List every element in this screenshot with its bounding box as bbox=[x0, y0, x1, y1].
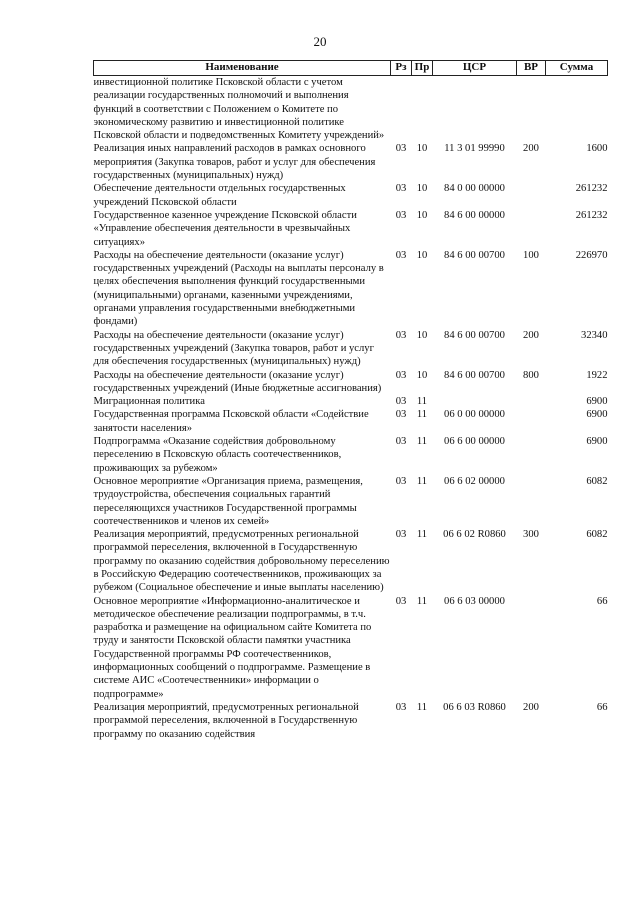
header-vr: ВР bbox=[517, 61, 546, 76]
cell-name: Основное мероприятие «Информационно-аналитическое и методическое обеспечение реализации подпрограммы, в т.ч. разработка и размещение на официальном сайте Комитета по труду и занятости Псковской области памятки участника Государственной программы РФ соотечественников, информационных сообщений о подпрограмме. Размещение в системе АИС «Соотечественники» информации о подпрограмме» bbox=[93, 595, 372, 700]
header-rz: Рз bbox=[391, 61, 412, 76]
cell-vr bbox=[517, 182, 546, 209]
cell-pr: 11 bbox=[416, 701, 428, 713]
cell-csr bbox=[433, 76, 517, 143]
cell-sum: 1600 bbox=[586, 143, 608, 155]
table-row bbox=[94, 475, 608, 528]
cell-csr: 06 6 02 00000 bbox=[444, 475, 505, 487]
table-row bbox=[94, 435, 608, 475]
cell-rz: 03 bbox=[395, 529, 407, 541]
cell-csr: 84 6 00 00700 bbox=[444, 369, 505, 381]
cell-rz: 03 bbox=[395, 595, 407, 607]
cell-name: Обеспечение деятельности отдельных государственных учреждений Псковской области bbox=[93, 183, 346, 208]
cell-vr: 200 bbox=[523, 701, 539, 713]
cell-rz: 03 bbox=[395, 701, 407, 713]
table-row bbox=[94, 329, 608, 369]
cell-sum: 66 bbox=[596, 701, 608, 713]
table-row bbox=[94, 249, 608, 329]
cell-name: Расходы на обеспечение деятельности (оказание услуг) государственных учреждений (Расходы на выплаты персоналу в целях обеспечения выполнения функций государственными (муниципальными) органами, казенными учреждениями, органами управления государственными внебюджетными фондами) bbox=[93, 249, 384, 328]
header-sum: Сумма bbox=[546, 61, 608, 76]
cell-name: Реализация иных направлений расходов в рамках основного мероприятия (Закупка товаров, работ и услуг для обеспечения государственных (муниципальных) нужд) bbox=[93, 143, 376, 182]
cell-pr: 10 bbox=[416, 143, 428, 155]
cell-csr: 06 6 03 R0860 bbox=[443, 701, 506, 713]
cell-rz: 03 bbox=[395, 209, 407, 221]
cell-rz: 03 bbox=[395, 369, 407, 381]
header-csr: ЦСР bbox=[433, 61, 517, 76]
cell-name: Расходы на обеспечение деятельности (оказание услуг) государственных учреждений (Иные бюджетные ассигнования) bbox=[93, 369, 382, 394]
cell-name: Миграционная политика bbox=[93, 396, 205, 408]
table-row bbox=[94, 182, 608, 209]
cell-rz: 03 bbox=[395, 249, 407, 261]
cell-rz: 03 bbox=[395, 183, 407, 195]
table-row bbox=[94, 76, 608, 143]
cell-pr: 10 bbox=[416, 209, 428, 221]
cell-sum: 6900 bbox=[586, 396, 608, 408]
cell-vr bbox=[517, 395, 546, 408]
cell-sum: 66 bbox=[596, 595, 608, 607]
cell-name: Расходы на обеспечение деятельности (оказание услуг) государственных учреждений (Закупка товаров, работ и услуг для обеспечения государственных (муниципальных) нужд) bbox=[93, 329, 374, 368]
cell-vr: 200 bbox=[523, 143, 539, 155]
cell-name: Реализация мероприятий, предусмотренных региональной программой переселения, включенной в Государственную программу по оказанию содействия bbox=[93, 701, 359, 740]
cell-name: инвестиционной политике Псковской области с учетом реализации государственных полномочий и выполнения функций в соответствии с Положением о Комитете по экономическому развитию и инвестиционной политике Псковской области и подведомственных Комитету учреждений» bbox=[93, 77, 385, 142]
table-row bbox=[94, 595, 608, 701]
table-row bbox=[94, 369, 608, 396]
cell-sum: 32340 bbox=[581, 329, 608, 341]
cell-rz: 03 bbox=[395, 143, 407, 155]
cell-pr: 10 bbox=[416, 249, 428, 261]
cell-vr: 200 bbox=[523, 329, 539, 341]
cell-csr: 84 6 00 00700 bbox=[444, 329, 505, 341]
cell-vr bbox=[517, 595, 546, 701]
cell-csr: 11 3 01 99990 bbox=[444, 143, 505, 155]
cell-csr: 84 0 00 00000 bbox=[444, 183, 505, 195]
header-pr: Пр bbox=[412, 61, 433, 76]
cell-csr: 06 6 02 R0860 bbox=[443, 529, 506, 541]
cell-csr: 06 0 00 00000 bbox=[444, 409, 505, 421]
header-name: Наименование bbox=[94, 61, 391, 76]
cell-pr: 11 bbox=[416, 436, 428, 448]
cell-vr: 300 bbox=[523, 529, 539, 541]
cell-rz: 03 bbox=[395, 475, 407, 487]
cell-name: Реализация мероприятий, предусмотренных региональной программой переселения, включенной в Государственную программу по оказанию содействия добровольному переселению в Российскую Федерацию соотечественников, проживающих за рубежом (Социальное обеспечение и иные выплаты населению) bbox=[93, 529, 390, 594]
cell-vr bbox=[517, 209, 546, 249]
cell-sum: 261232 bbox=[575, 183, 608, 195]
cell-sum: 6900 bbox=[586, 409, 608, 421]
cell-name: Государственное казенное учреждение Псковской области «Управление обеспечения деятельности в чрезвычайных ситуациях» bbox=[93, 209, 357, 248]
cell-csr: 84 6 00 00000 bbox=[444, 209, 505, 221]
cell-name: Основное мероприятие «Организация приема, размещения, трудоустройства, обеспечения социальных гарантий переселяющихся участников Государственной программы соотечественников и членов их семей» bbox=[93, 475, 363, 527]
cell-csr: 06 6 00 00000 bbox=[444, 436, 505, 448]
cell-sum: 1922 bbox=[586, 369, 608, 381]
cell-pr: 11 bbox=[416, 396, 428, 408]
cell-vr bbox=[517, 408, 546, 435]
cell-sum: 261232 bbox=[575, 209, 608, 221]
cell-pr: 11 bbox=[416, 529, 428, 541]
cell-rz: 03 bbox=[395, 396, 407, 408]
cell-pr: 10 bbox=[416, 329, 428, 341]
cell-vr bbox=[517, 475, 546, 528]
cell-sum: 6900 bbox=[586, 436, 608, 448]
table-row bbox=[94, 209, 608, 249]
cell-name: Подпрограмма «Оказание содействия добровольному переселению в Псковскую область соотечественников, проживающих за рубежом» bbox=[93, 436, 342, 474]
table-row bbox=[94, 395, 608, 408]
cell-pr: 10 bbox=[416, 369, 428, 381]
cell-pr: 10 bbox=[416, 183, 428, 195]
cell-rz bbox=[391, 76, 412, 143]
cell-sum: 6082 bbox=[586, 529, 608, 541]
cell-rz: 03 bbox=[395, 436, 407, 448]
cell-sum bbox=[546, 76, 608, 143]
page-number: 20 bbox=[313, 34, 327, 49]
cell-vr bbox=[517, 76, 546, 143]
table-header-row bbox=[94, 61, 608, 76]
table-row bbox=[94, 701, 608, 741]
table-body bbox=[94, 76, 608, 741]
cell-pr: 11 bbox=[416, 409, 428, 421]
cell-vr: 800 bbox=[523, 369, 539, 381]
cell-vr: 100 bbox=[523, 249, 539, 261]
budget-table bbox=[93, 60, 608, 741]
cell-sum: 226970 bbox=[575, 249, 608, 261]
table-row bbox=[94, 408, 608, 435]
cell-rz: 03 bbox=[395, 329, 407, 341]
cell-csr: 84 6 00 00700 bbox=[444, 249, 505, 261]
cell-sum: 6082 bbox=[586, 475, 608, 487]
cell-pr: 11 bbox=[416, 595, 428, 607]
table-row bbox=[94, 528, 608, 594]
table-row bbox=[94, 142, 608, 182]
cell-csr: 06 6 03 00000 bbox=[444, 595, 505, 607]
cell-vr bbox=[517, 435, 546, 475]
cell-pr: 11 bbox=[416, 475, 428, 487]
cell-rz: 03 bbox=[395, 409, 407, 421]
cell-csr bbox=[433, 395, 517, 408]
cell-name: Государственная программа Псковской области «Содействие занятости населения» bbox=[93, 409, 369, 434]
cell-pr bbox=[412, 76, 433, 143]
